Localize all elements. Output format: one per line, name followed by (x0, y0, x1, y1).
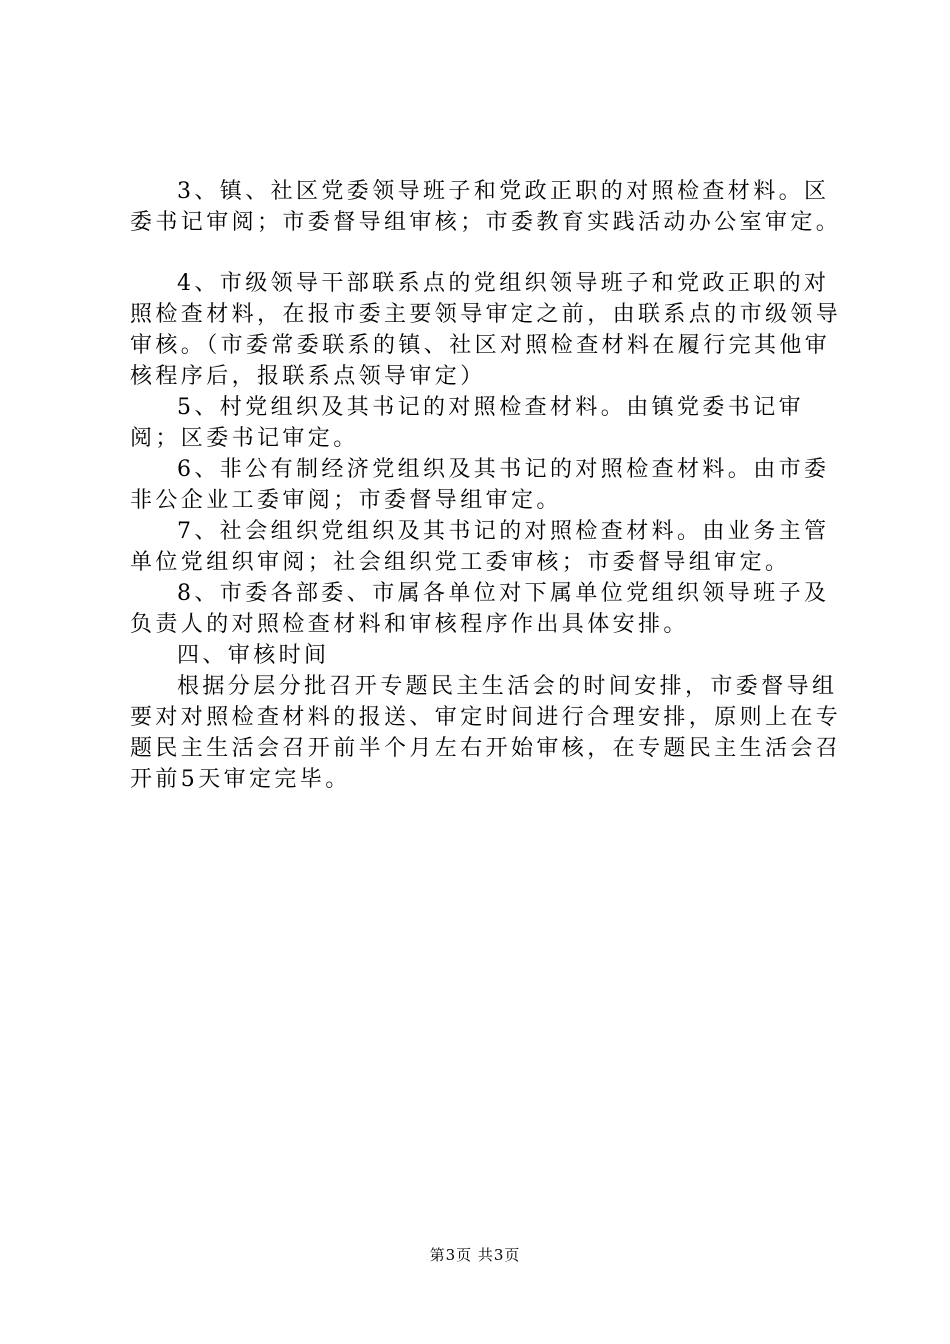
page-footer: 第3页 共3页 (429, 1246, 521, 1264)
paragraph-item-5: 5、村党组织及其书记的对照检查材料。由镇党委书记审阅；区委书记审定。 (130, 395, 804, 451)
section-heading-review-time: 四、审核时间 (177, 643, 330, 668)
paragraph-item-7: 7、社会组织党组织及其书记的对照检查材料。由业务主管单位党组织审阅；社会组织党工委审核；市委督导组审定。 (130, 519, 830, 575)
paragraph-item-3: 3、镇、社区党委领导班子和党政正职的对照检查材料。区委书记审阅；市委督导组审核；市委教育实践活动办公室审定。 (130, 179, 842, 235)
paragraph-review-time-body: 根据分层分批召开专题民主生活会的时间安排，市委督导组要对对照检查材料的报送、审定时间进行合理安排，原则上在专题民主生活会召开前半个月左右开始审核，在专题民主生活会召开前5天审定完毕。 (130, 674, 842, 792)
paragraph-item-8: 8、市委各部委、市属各单位对下属单位党组织领导班子及负责人的对照检查材料和审核程序作出具体安排。 (130, 581, 830, 637)
paragraph-item-4: 4、市级领导干部联系点的党组织领导班子和党政正职的对照检查材料，在报市委主要领导审定之前，由联系点的市级领导审核。（市委常委联系的镇、社区对照检查材料在履行完其他审核程序后，报联系点领导审定） (130, 271, 842, 389)
paragraph-item-6: 6、非公有制经济党组织及其书记的对照检查材料。由市委非公企业工委审阅；市委督导组审定。 (130, 457, 830, 513)
